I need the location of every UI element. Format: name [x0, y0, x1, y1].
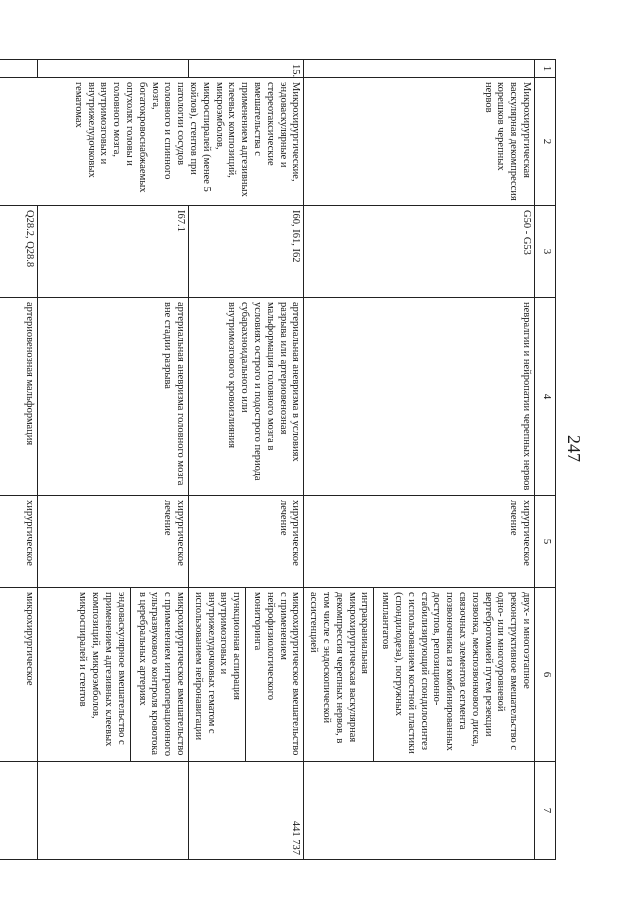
row-c-col5: хирургическое лечение [38, 496, 189, 588]
row-c-col4: артериальная аневризма головного мозга вне стадии разрыва [38, 298, 189, 496]
row-d-col6: микрохирургическое [0, 588, 38, 762]
row-d-col5: хирургическое [0, 496, 38, 588]
row-a-method: интракраниальная микрохирургическая васкулярная декомпрессия черепных нервов, в том числе с эндоскопической ассистенцией [308, 592, 371, 744]
row-b-col6 [189, 588, 304, 762]
row-b-col2: Микрохирургические, эндоваскулярные и стереотаксические вмешательства с применением адгезивных клеевых композиций, микроэмболов, микроспиралей (менее 5 койлов), стентов при патологии сосудов головного и спинного мозга, богатокровоснабжаемых опухолях головы и головного мозга, внутримозговых и внутрижелудочковых гематомах [0, 78, 304, 206]
header-cell: 4 [535, 298, 556, 496]
row-c-col3: I67.1 [38, 206, 189, 298]
header-cell: 7 [535, 762, 556, 860]
procedure-table [0, 59, 556, 860]
table-row [189, 60, 304, 860]
number-cell [304, 60, 535, 78]
header-cell: 5 [535, 496, 556, 588]
header-cell: 6 [535, 588, 556, 762]
procedure-table-rotated [24, 59, 556, 859]
row-d-col1 [0, 60, 38, 78]
continuation-text: двух- и многоэтапное реконструктивное вмешательство с одно- или многоуровневой вертебротомией путем резекции позвонка, межпозвонкового диска, связочных элементов сегмента позвоночника из комбинированных доступов, репозиционно-стабилизирующий спондилосинтез с использованием костной пластики (спондилодеза), погружных имплантатов [373, 588, 534, 761]
row-d-col4: артериовенозная мальформация [0, 298, 38, 496]
table-row [304, 60, 535, 860]
row-b-col1: 15. [189, 60, 304, 78]
header-cell: 3 [535, 206, 556, 298]
row-a-col3: G50 - G53 [304, 206, 535, 298]
row-d-col3: Q28.2, Q28.8 [0, 206, 38, 298]
row-b-col3: I60, I61, I62 [189, 206, 304, 298]
row-c-method-2: эндоваскулярное вмешательство с применением адгезивных клеевых композиций, микроэмболов, микроспиралей и стентов [77, 592, 127, 747]
row-b-method-1: микрохирургическое вмешательство с применением нейрофизиологического мониторинга [245, 588, 303, 761]
row-c-col1 [38, 60, 189, 78]
header-row [535, 60, 556, 860]
row-a-col7 [304, 762, 535, 860]
row-c-method-1: микрохирургическое вмешательство с применением интраоперационного ультразвукового контроля кровотока в церебральных артериях [130, 588, 188, 761]
row-c-col7 [38, 762, 189, 860]
row-a-col4: невралгии и нейропатии черепных нервов [304, 298, 535, 496]
row-a-col5: хирургическое лечение [304, 496, 535, 588]
page-number: 247 [564, 435, 584, 462]
row-a-col6 [304, 588, 535, 762]
row-b-col4: артериальная аневризма в условиях разрыва или артериовенозная мальформация головного мозга в условиях острого и подострого периода субарахноидального или внутримозгового кровоизлияния [189, 298, 304, 496]
row-b-method-2: пункционная аспирация внутримозговых и внутрижелудочковых гематом с использованием нейронавигации [192, 592, 243, 741]
header-cell: 2 [535, 78, 556, 206]
row-d-col7 [0, 762, 38, 860]
row-b-col7: 441 737 [189, 762, 304, 860]
row-c-col6 [38, 588, 189, 762]
row-a-col2: Микрохирургическая васкулярная декомпрессия корешков черепных нервов [304, 78, 535, 206]
row-b-col5: хирургическое лечение [189, 496, 304, 588]
header-cell: 1 [535, 60, 556, 78]
